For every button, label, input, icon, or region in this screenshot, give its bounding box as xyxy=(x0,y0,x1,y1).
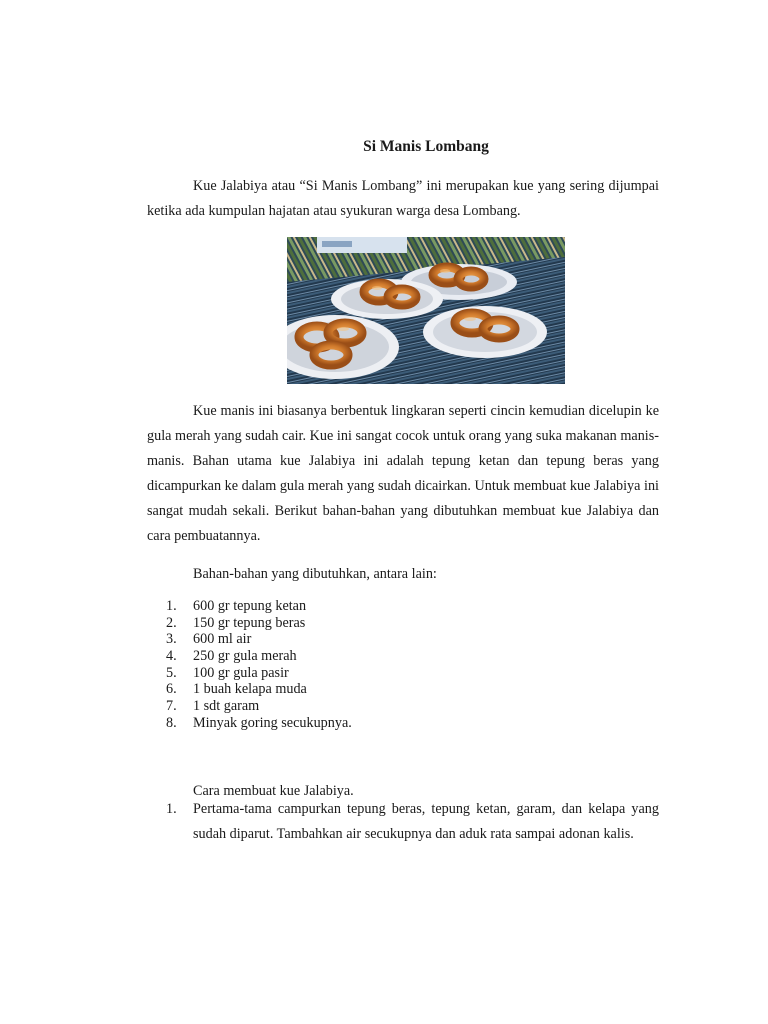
list-item xyxy=(0,797,768,847)
steps-heading: Cara membuat kue Jalabiya. xyxy=(193,783,354,799)
list-number: 5. xyxy=(166,664,177,681)
jalabiya-photo xyxy=(287,237,565,384)
list-item xyxy=(0,631,768,648)
ingredient-text: 250 gr gula merah xyxy=(193,648,297,665)
list-item xyxy=(0,665,768,682)
intro-paragraph: Kue Jalabiya atau “Si Manis Lombang” ini merupakan kue yang sering dijumpai ketika ada kumpulan hajatan atau syukuran warga desa Lombang. xyxy=(147,178,659,219)
description-paragraph: Kue manis ini biasanya berbentuk lingkaran seperti cincin kemudian dicelupin ke gula merah yang sudah cair. Kue ini sangat cocok untuk orang yang suka makanan manis-manis. Bahan utama kue Jalabiya ini adalah tepung ketan dan tepung beras yang dicampurkan ke dalam gula merah yang sudah dicairkan. Untuk membuat kue Jalabiya ini sangat mudah sekali. Berikut bahan-bahan yang dibutuhkan membuat kue Jalabiya dan cara pembuatannya. xyxy=(147,403,659,544)
steps-list xyxy=(0,797,768,847)
ingredient-text: Minyak goring secukupnya. xyxy=(193,714,352,731)
list-number: 2. xyxy=(166,614,177,631)
ingredient-text: 100 gr gula pasir xyxy=(193,664,289,681)
ingredient-text: 1 buah kelapa muda xyxy=(193,681,307,698)
ingredient-text: 150 gr tepung beras xyxy=(193,614,306,631)
ingredient-text: 1 sdt garam xyxy=(193,698,260,715)
ingredients-heading: Bahan-bahan yang dibutuhkan, antara lain: xyxy=(193,566,437,582)
ingredient-text: 600 ml air xyxy=(193,631,252,648)
list-item xyxy=(0,698,768,715)
list-number: 1. xyxy=(166,598,177,614)
list-item xyxy=(0,681,768,698)
list-item xyxy=(0,615,768,632)
list-number: 8. xyxy=(166,714,177,731)
list-number: 6. xyxy=(166,681,177,698)
ingredients-list xyxy=(0,598,768,732)
list-item xyxy=(0,715,768,732)
list-item xyxy=(0,648,768,665)
list-number: 4. xyxy=(166,648,177,665)
list-number: 1. xyxy=(166,801,177,817)
list-number: 3. xyxy=(166,631,177,648)
ingredient-text: 600 gr tepung ketan xyxy=(193,598,307,614)
list-number: 7. xyxy=(166,698,177,715)
step-text: Pertama-tama campurkan tepung beras, tepung ketan, garam, dan kelapa yang sudah diparut. Tambahkan air secukupnya dan aduk rata sampai adonan kalis. xyxy=(193,801,659,842)
list-item xyxy=(0,598,768,615)
document-title: Si Manis Lombang xyxy=(363,138,489,155)
